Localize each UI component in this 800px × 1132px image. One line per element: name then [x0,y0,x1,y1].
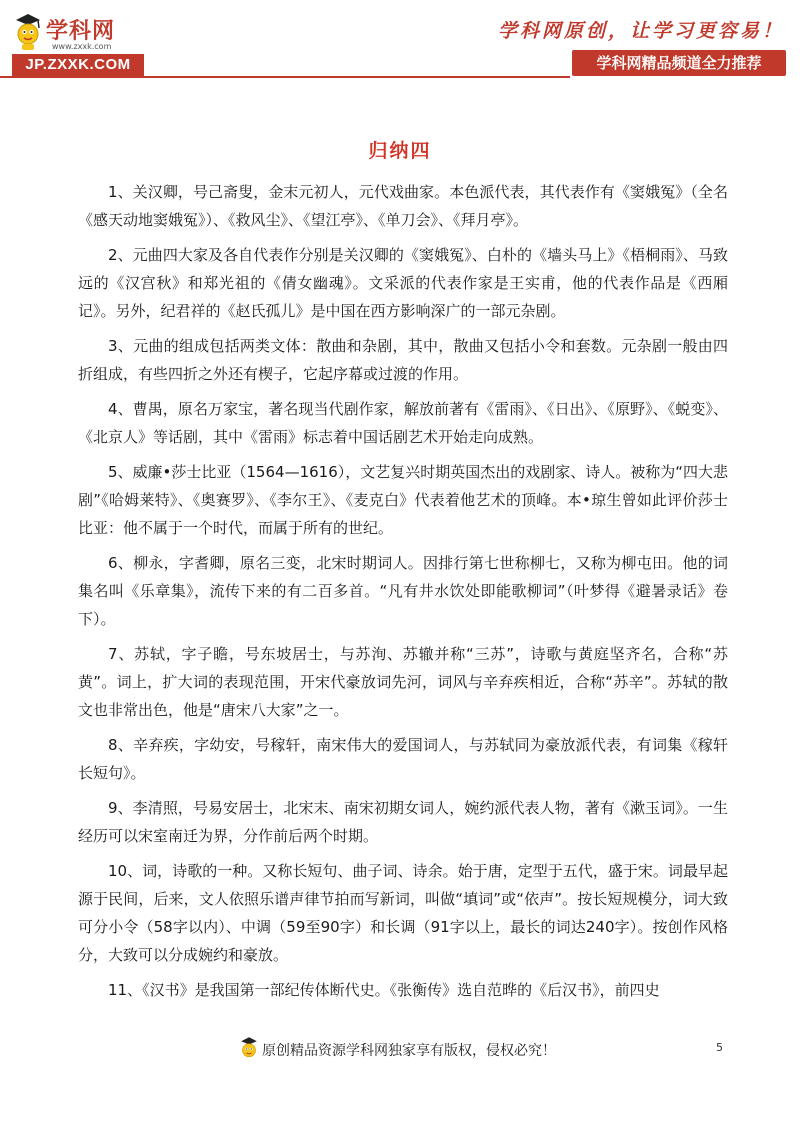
paragraph-10: 10、词，诗歌的一种。又称长短句、曲子词、诗余。始于唐，定型于五代，盛于宋。词最早起源于民间，后来，文人依照乐谱声律节拍而写新词，叫做“填词”或“依声”。按长短规模分，词大致可分小令（58字以内）、中调（59至90字）和长调（91字以上，最长的词达240字）。按创作风格分，大致可以分成婉约和豪放。 [78,862,728,964]
paragraph-7: 7、苏轼，字子瞻，号东坡居士，与苏洵、苏辙并称“三苏”，诗歌与黄庭坚齐名，合称“苏黄”。词上，扩大词的表现范围，开宋代豪放词先河，词风与辛弃疾相近，合称“苏辛”。苏轼的散文也非常出色，他是“唐宋八大家”之一。 [78,645,728,719]
paragraph-8: 8、辛弃疾，字幼安，号稼轩，南宋伟大的爱国词人，与苏轼同为豪放派代表，有词集《稼轩长短句》。 [78,736,728,782]
mascot-icon [12,12,44,52]
page-title: 归纳四 [368,140,432,162]
copyright-notice: 原创精品资源学科网独家享有版权，侵权必究！ [262,1043,556,1059]
logo-domain-badge[interactable]: JP.ZXXK.COM [12,54,144,76]
logo-url: www.zxxk.com [52,42,112,51]
recommend-banner[interactable]: 学科网精品频道全力推荐 [572,50,786,76]
paragraph-5: 5、威廉•莎士比亚（1564—1616），文艺复兴时期英国杰出的戏剧家、诗人。被称为“四大悲剧”《哈姆莱特》、《奥赛罗》、《李尔王》、《麦克白》代表着他艺术的顶峰。本•琼生曾如此评价莎士比亚：他不属于一个时代，而属于所有的世纪。 [78,463,729,537]
paragraph-1: 1、关汉卿，号己斋叟，金末元初人，元代戏曲家。本色派代表，其代表作有《窦娥冤》（全名《感天动地窦娥冤》）、《救风尘》、《望江亭》、《单刀会》、《拜月亭》。 [78,183,728,229]
header-slogan: 学科网原创，让学习更容易！ [497,20,784,42]
page-number: 5 [716,1041,723,1054]
paragraph-11: 11、《汉书》是我国第一部纪传体断代史。《张衡传》选自范晔的《后汉书》，前四史 [108,981,660,999]
mascot-icon [236,1036,262,1062]
paragraph-9: 9、李清照，号易安居士，北宋末、南宋初期女词人，婉约派代表人物，著有《漱玉词》。一生经历可以宋室南迁为界，分作前后两个时期。 [78,799,728,845]
paragraph-6: 6、柳永，字耆卿，原名三变，北宋时期词人。因排行第七世称柳七，又称为柳屯田。他的词集名叫《乐章集》，流传下来的有二百多首。“凡有井水饮处即能歌柳词”（叶梦得《避暑录话》卷下）。 [78,554,728,628]
paragraph-2: 2、元曲四大家及各自代表作分别是关汉卿的《窦娥冤》、白朴的《墙头马上》《梧桐雨》、马致远的《汉宫秋》和郑光祖的《倩女幽魂》。文采派的代表作家是王实甫，他的代表作品是《西厢记》。另外，纪君祥的《赵氏孤儿》是中国在西方影响深广的一部元杂剧。 [78,246,728,320]
paragraph-4: 4、曹禺，原名万家宝，著名现当代剧作家，解放前著有《雷雨》、《日出》、《原野》、《蜕变》、《北京人》等话剧，其中《雷雨》标志着中国话剧艺术开始走向成熟。 [78,400,728,446]
page-footer [0,1034,800,1062]
page-header [0,0,800,80]
paragraph-3: 3、元曲的组成包括两类文体：散曲和杂剧，其中，散曲又包括小令和套数。元杂剧一般由四折组成，有些四折之外还有楔子，它起序幕或过渡的作用。 [78,337,728,383]
header-divider [0,76,570,78]
document-body [78,178,728,1011]
logo-name: 学科网 [46,19,116,44]
